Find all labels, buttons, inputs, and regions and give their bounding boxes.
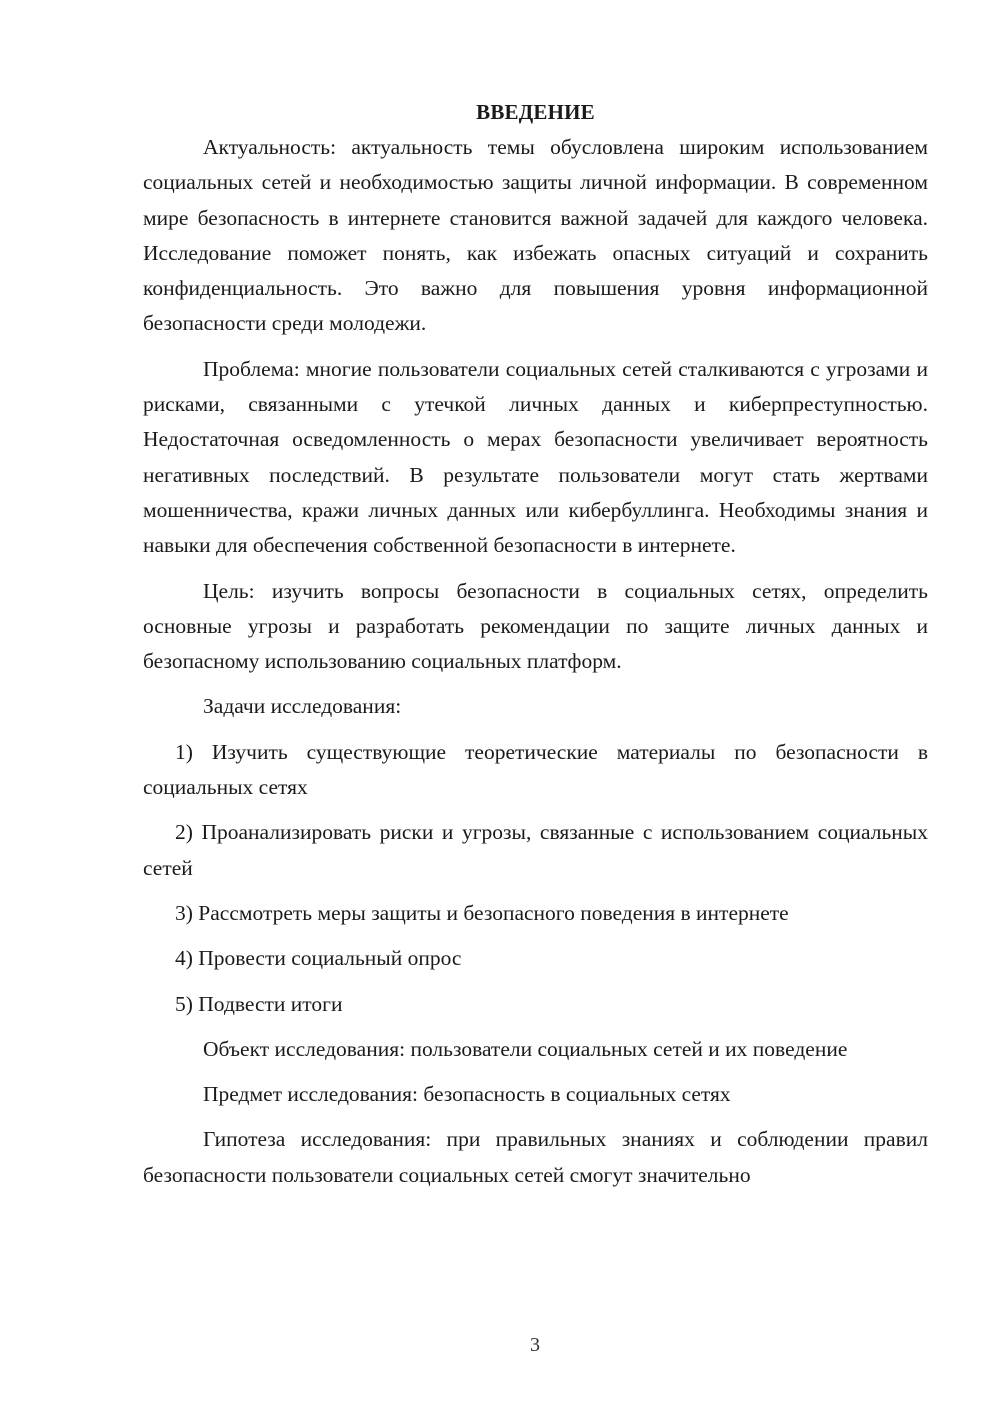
- task-item: 2) Проанализировать риски и угрозы, связанные с использованием социальных сетей: [143, 820, 928, 880]
- paragraph-subject: Предмет исследования: безопасность в социальных сетях: [203, 1082, 731, 1107]
- page-number: 3: [530, 1334, 540, 1356]
- paragraph-object: Объект исследования: пользователи социальных сетей и их поведение: [203, 1036, 848, 1061]
- tasks-title: Задачи исследования:: [203, 694, 402, 719]
- paragraph-relevance: Актуальность: актуальность темы обусловлена широким использованием социальных сетей и необходимостью защиты личной информации. В современном мире безопасность в интернете становится важной задачей для каждого человека. Исследование поможет понять, как избежать опасных ситуаций и сохранить конфиденциальность. Это важно для повышения уровня информационной безопасности среди молодежи.: [143, 135, 928, 336]
- task-item: 5) Подвести итоги: [175, 991, 343, 1016]
- paragraph-problem: Проблема: многие пользователи социальных сетей сталкиваются с угрозами и рисками, связанными с утечкой личных данных и киберпреступностью. Недостаточная осведомленность о мерах безопасности увеличивает вероятность негативных последствий. В результате пользователи могут стать жертвами мошенничества, кражи личных данных или кибербуллинга. Необходимы знания и навыки для обеспечения собственной безопасности в интернете.: [143, 356, 928, 558]
- paragraph-goal: Цель: изучить вопросы безопасности в социальных сетях, определить основные угрозы и разработать рекомендации по защите личных данных и безопасному использованию социальных платформ.: [143, 578, 928, 674]
- paragraph-hypothesis: Гипотеза исследования: при правильных знаниях и соблюдении правил безопасности пользователи социальных сетей смогут значительно: [143, 1127, 928, 1187]
- section-heading: ВВЕДЕНИЕ: [476, 100, 595, 124]
- document-page: [143, 95, 928, 1193]
- task-item: 4) Провести социальный опрос: [175, 946, 462, 971]
- task-item: 1) Изучить существующие теоретические материалы по безопасности в социальных сетях: [143, 739, 928, 800]
- task-item: 3) Рассмотреть меры защиты и безопасного поведения в интернете: [175, 900, 789, 925]
